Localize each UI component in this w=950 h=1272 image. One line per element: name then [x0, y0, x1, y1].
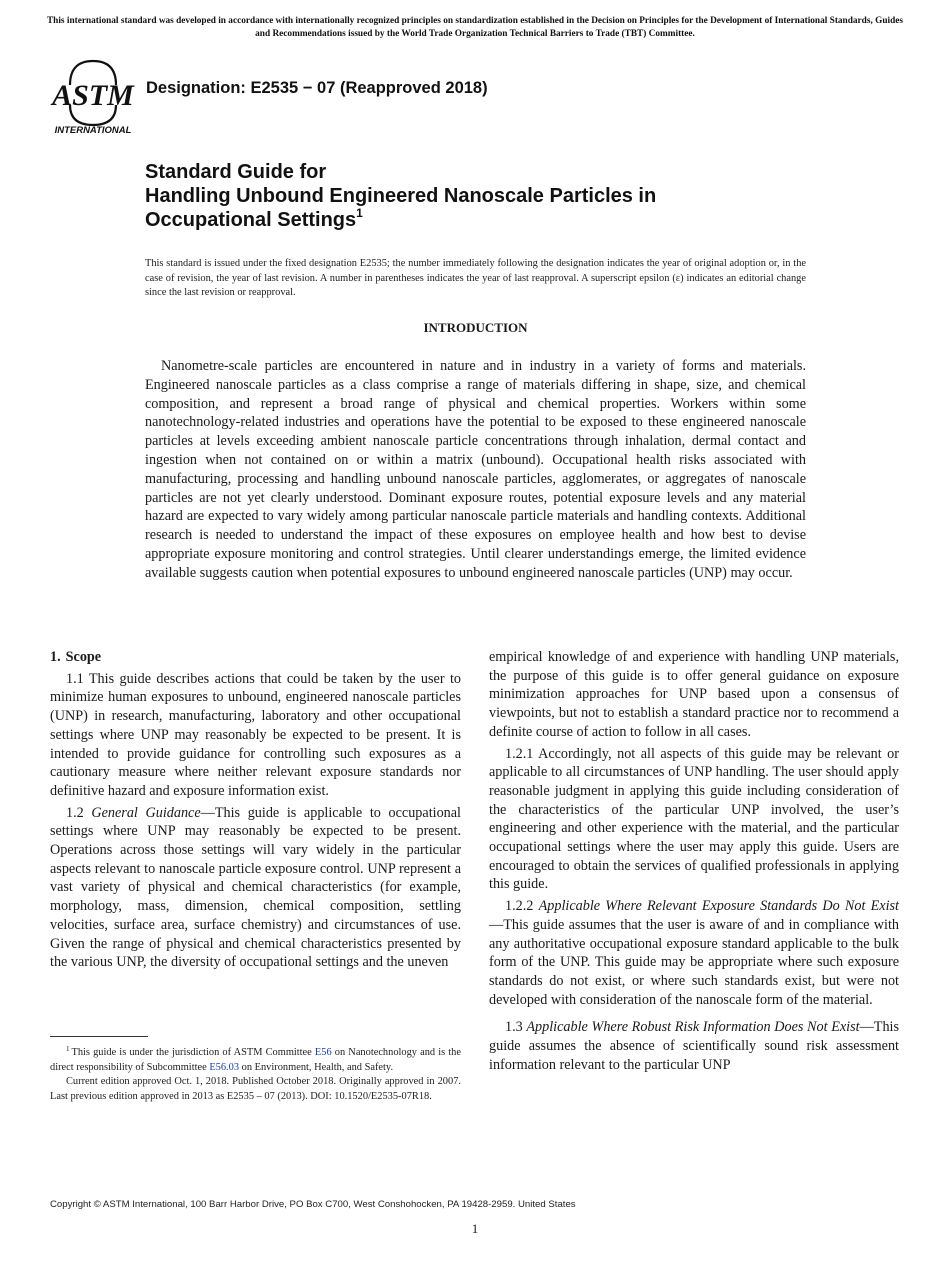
footnote-divider — [50, 1036, 148, 1037]
introduction-heading: INTRODUCTION — [423, 320, 528, 335]
paragraph-1-2 — [50, 804, 461, 972]
paragraph-1-3-title: Applicable Where Robust Risk Information Does Not Exist — [526, 1019, 860, 1036]
copyright-notice: Copyright © ASTM International, 100 Barr Harbor Drive, PO Box C700, West Conshohocken, PA 19428-2959. United States — [50, 1199, 576, 1210]
astm-logo-caption: INTERNATIONAL — [54, 125, 132, 135]
tbt-banner: This international standard was developed in accordance with internationally recognized principles on standardization established in the Decision on Principles for the Development of International Standards, Guides and Recommendations issued by the World Trade Organization Technical Barriers to Trade (TBT) Committee. — [46, 16, 904, 39]
paragraph-1-2-2-number: 1.2.2 — [505, 898, 534, 915]
footnote-edition: Current edition approved Oct. 1, 2018. Published October 2018. Originally approved in 2007. Last previous edition approved in 2013 as E2535 – 07 (2013). DOI: 10.1520/E2535-07R18. — [50, 1076, 461, 1102]
paragraph-1-1: 1.1 This guide describes actions that could be taken by the user to minimize human exposures to unbound, engineered nanoscale particles (UNP) in research, manufacturing, laboratory and other occupational settings where UNP may reasonably be expected to be present. It is intended to provide guidance for controlling such exposures as a cautionary measure where neither relevant exposure standards nor definitive hazard and exposure information exist. — [50, 670, 461, 799]
footnote-1 — [50, 1046, 461, 1075]
footnote-1-text-b: on Nanotechnology and is the direct responsibility of Subcommittee — [50, 1047, 461, 1073]
section-number: 1. — [50, 649, 61, 665]
paragraph-1-2-title: General Guidance — [91, 804, 201, 821]
footnotes — [50, 1046, 461, 1104]
paragraph-1-2-1: 1.2.1 Accordingly, not all aspects of this guide may be relevant or applicable to all circumstances of UNP handling. The user should apply reasonable judgment in applying this guide including consideration of the characteristics of the particular UNP involved, the user’s engineering and other experience with the material, and the particular occupational settings where the user may apply this guide. Users are encouraged to obtain the services of qualified professionals in applying this guide. — [489, 745, 899, 893]
committee-e56-link[interactable]: E56 — [314, 1047, 332, 1058]
astm-logo-letters: ASTM — [52, 79, 134, 112]
title-footnote-marker[interactable]: 1 — [356, 206, 363, 220]
subcommittee-e56-03-link[interactable]: E56.03 — [209, 1061, 240, 1073]
paragraph-1-2-2 — [489, 897, 899, 1009]
right-column — [489, 648, 899, 1077]
footnote-marker: 1 — [66, 1045, 70, 1053]
title-line-3-text: Occupational Settings — [145, 209, 357, 231]
left-column — [50, 648, 461, 975]
paragraph-1-3 — [489, 1018, 899, 1074]
paragraph-1-3-text: —This guide assumes the absence of scientifically sound risk assessment information relevant to the particular UNP — [489, 1019, 900, 1073]
paragraph-1-3-number: 1.3 — [505, 1019, 523, 1036]
paragraph-1-2-2-title: Applicable Where Relevant Exposure Standards Do Not Exist — [538, 898, 899, 915]
standard-title — [145, 160, 845, 232]
section-title: Scope — [65, 649, 102, 665]
paragraph-1-2-number: 1.2 — [66, 804, 84, 821]
page-number: 1 — [471, 1221, 479, 1236]
title-line-2: Handling Unbound Engineered Nanoscale Particles in — [145, 185, 657, 207]
title-line-3 — [145, 208, 845, 232]
section-heading-scope — [50, 648, 461, 667]
paragraph-1-2-2-text: —This guide assumes that the user is aware of and in compliance with any authoritative occupational exposure standard applicable to the bulk form of the UNP. This guide may be appropriate where such exposure standards do not exist, or where such standards exist, but were not developed with consideration of the nanoscale form of the material. — [489, 916, 899, 1008]
paragraph-1-2-text: —This guide is applicable to occupational settings where UNP may reasonably be expected to be present. Operations across those settings will vary widely in the particular aspects relevant to nanoscale particle exposure control. UNP represent a vast variety of physical and chemical characteristics (for example, morphology, mass, dimension, chemical composition, settling velocities, surface area, surface chemistry) and circumstances of use. Given the range of physical and chemical characteristics presented by the various UNP, the diversity of occupational settings and the uneven — [50, 804, 461, 971]
issuance-note: This standard is issued under the fixed designation E2535; the number immediately following the designation indicates the year of original adoption or, in the case of revision, the year of last revision. A number in parentheses indicates the year of last reapproval. A superscript epsilon (ε) indicates an editorial change since the last revision or reapproval. — [145, 258, 806, 298]
footnote-1-text-c: on Environment, Health, and Safety. — [241, 1061, 394, 1073]
paragraph-1-2-continued: empirical knowledge of and experience with handling UNP materials, the purpose of this guide is to offer general guidance on exposure minimization approaches for UNP based upon a consensus of viewpoints, but not to establish a standard practice nor to recommend a definite course of action to follow in all cases. — [489, 649, 899, 740]
astm-logo — [50, 55, 136, 135]
footnote-1-text-a: This guide is under the jurisdiction of ASTM Committee — [71, 1047, 312, 1058]
designation: Designation: E2535 − 07 (Reapproved 2018) — [146, 79, 488, 97]
introduction-text: Nanometre-scale particles are encountered in nature and in industry in a variety of forms and materials. Engineered nanoscale particles as a class comprise a range of materials differing in shape, size, and chemical composition, and represent a broad range of physical and chemical properties. Workers within some nanotechnology-related industries and operations have the potential to be exposed to these engineered nanoscale particles at levels exceeding ambient nanoscale particle concentrations through inhalation, dermal contact and ingestion when not contained on or within a matrix (unbound). Occupational health risks associated with manufacturing, processing and handling unbound nanoscale particles, agglomerates, or aggregates of nanoscale particles are not yet clearly understood. Dominant exposure routes, potential exposure levels and any material hazard are expected to vary widely among particular nanoscale particle materials and handling contexts. Additional research is needed to understand the impact of these exposures on employee health and how best to devise appropriate exposure monitoring and control strategies. Until clearer understandings emerge, the limited evidence available suggests caution when potential exposures to unbound engineered nanoscale particles (UNP) may occur. — [145, 358, 806, 581]
title-line-1: Standard Guide for — [145, 161, 327, 183]
